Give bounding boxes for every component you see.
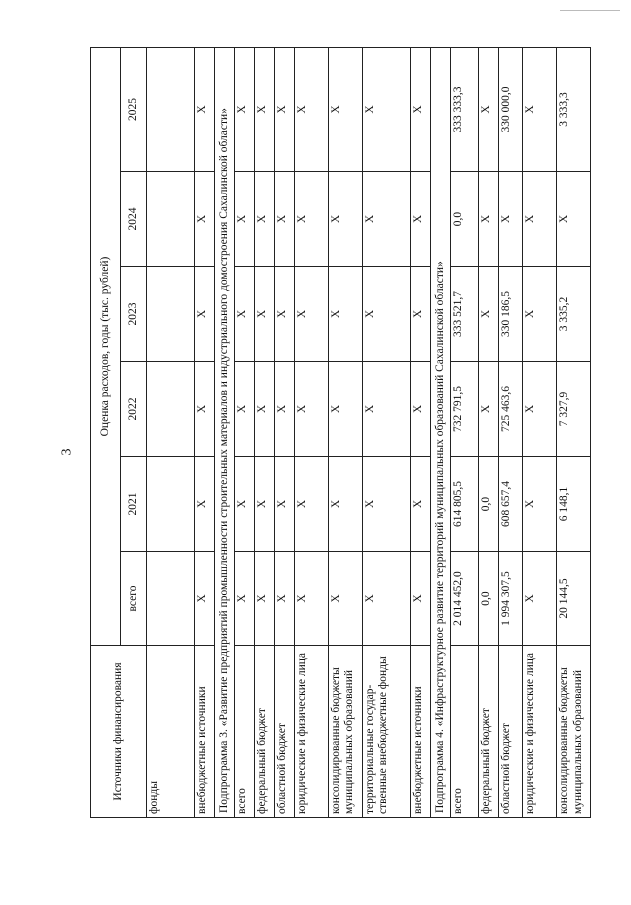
table-row [499, 47, 523, 817]
value-cell: X [523, 267, 557, 362]
value-cell: X [523, 172, 557, 267]
value-cell: 330 186,5 [499, 267, 523, 362]
table-row [557, 47, 591, 817]
source-label: консолидированные бюджеты муниципальных образований [329, 646, 363, 818]
value-cell: 1 994 307,5 [499, 552, 523, 646]
value-cell: X [235, 457, 255, 552]
finance-table [90, 47, 591, 818]
value-cell: 0,0 [451, 172, 479, 267]
value-cell: X [411, 172, 431, 267]
subprogram-title-row [431, 47, 451, 817]
value-cell: X [411, 457, 431, 552]
value-cell: X [235, 267, 255, 362]
value-cell [147, 172, 195, 267]
value-cell: X [295, 47, 329, 171]
value-cell: X [295, 172, 329, 267]
value-cell: X [255, 267, 275, 362]
value-cell: X [295, 457, 329, 552]
scan-mark [560, 10, 620, 11]
value-cell: X [557, 172, 591, 267]
value-cell: 0,0 [479, 457, 499, 552]
value-cell: X [479, 267, 499, 362]
value-cell: X [363, 457, 411, 552]
value-cell: X [275, 267, 295, 362]
value-cell: X [275, 552, 295, 646]
value-cell: 333 521,7 [451, 267, 479, 362]
value-cell: X [235, 172, 255, 267]
source-label: всего [235, 646, 255, 818]
table-row [275, 47, 295, 817]
source-label: областной бюджет [275, 646, 295, 818]
table-row [411, 47, 431, 817]
source-label: всего [451, 646, 479, 818]
value-cell: X [411, 552, 431, 646]
value-cell: X [295, 362, 329, 457]
source-label: юридические и физические лица [523, 646, 557, 818]
estimate-header: Оценка расходов, годы (тыс. рублей) [91, 47, 121, 645]
source-label: федеральный бюджет [479, 646, 499, 818]
value-cell: 3 335,2 [557, 267, 591, 362]
value-cell: X [195, 362, 215, 457]
table-row [195, 47, 215, 817]
value-cell: X [195, 552, 215, 646]
value-cell: 725 463,6 [499, 362, 523, 457]
year-header: 2022 [121, 362, 147, 457]
value-cell: X [235, 362, 255, 457]
value-cell: X [363, 552, 411, 646]
source-label: федеральный бюджет [255, 646, 275, 818]
value-cell: 330 000,0 [499, 47, 523, 171]
value-cell: X [255, 457, 275, 552]
year-header: 2021 [121, 457, 147, 552]
value-cell [147, 552, 195, 646]
value-cell: 333 333,3 [451, 47, 479, 171]
value-cell: X [275, 457, 295, 552]
table-row [451, 47, 479, 817]
rotated-table-area [90, 48, 602, 818]
value-cell: 608 657,4 [499, 457, 523, 552]
value-cell: 2 014 452,0 [451, 552, 479, 646]
value-cell: X [329, 457, 363, 552]
year-header: всего [121, 552, 147, 646]
year-header: 2024 [121, 172, 147, 267]
value-cell: X [329, 47, 363, 171]
value-cell: X [195, 47, 215, 171]
value-cell: X [479, 362, 499, 457]
source-label: областной бюджет [499, 646, 523, 818]
source-label: территориальные государ-ственные внебюджетные фонды [363, 646, 411, 818]
value-cell: X [411, 362, 431, 457]
value-cell: X [195, 267, 215, 362]
value-cell: X [295, 552, 329, 646]
value-cell: X [329, 552, 363, 646]
value-cell: X [363, 267, 411, 362]
value-cell: X [329, 172, 363, 267]
source-label: юридические и физические лица [295, 646, 329, 818]
value-cell: 6 148,1 [557, 457, 591, 552]
table-row [255, 47, 275, 817]
source-column-header: Источники финансирования [91, 646, 147, 818]
value-cell: X [275, 362, 295, 457]
table-row [363, 47, 411, 817]
value-cell: X [235, 47, 255, 171]
source-label: внебюджетные источники [195, 646, 215, 818]
subprogram-title: Подпрограмма 4. «Инфраструктурное развитие территорий муниципальных образований Сахалинской области» [431, 47, 451, 817]
year-header: 2023 [121, 267, 147, 362]
value-cell: X [363, 172, 411, 267]
value-cell: X [479, 172, 499, 267]
value-cell: X [235, 552, 255, 646]
source-label: консолидированные бюджеты муниципальных образований [557, 646, 591, 818]
value-cell: X [411, 47, 431, 171]
value-cell: X [255, 47, 275, 171]
value-cell: 7 327,9 [557, 362, 591, 457]
value-cell: X [523, 47, 557, 171]
source-label: фонды [147, 646, 195, 818]
value-cell [147, 47, 195, 171]
table-row [295, 47, 329, 817]
page-number: 3 [59, 448, 75, 456]
value-cell [147, 362, 195, 457]
value-cell: 20 144,5 [557, 552, 591, 646]
table-row [479, 47, 499, 817]
value-cell: X [275, 47, 295, 171]
value-cell: 0,0 [479, 552, 499, 646]
value-cell: X [523, 457, 557, 552]
value-cell: X [329, 267, 363, 362]
year-header: 2025 [121, 47, 147, 171]
value-cell: X [411, 267, 431, 362]
table-row [147, 47, 195, 817]
value-cell: X [295, 267, 329, 362]
value-cell: X [479, 47, 499, 171]
table-row [523, 47, 557, 817]
value-cell [147, 457, 195, 552]
subprogram-title-row [215, 47, 235, 817]
subprogram-title: Подпрограмма 3. «Развитие предприятий промышленности строительных материалов и индустриального домостроения Сахалинской области» [215, 47, 235, 817]
value-cell: 732 791,5 [451, 362, 479, 457]
value-cell: X [255, 552, 275, 646]
value-cell: X [499, 172, 523, 267]
value-cell: X [523, 552, 557, 646]
value-cell: X [195, 172, 215, 267]
value-cell: X [523, 362, 557, 457]
value-cell: X [275, 172, 295, 267]
value-cell: 3 333,3 [557, 47, 591, 171]
value-cell: X [195, 457, 215, 552]
value-cell: X [363, 362, 411, 457]
source-label: внебюджетные источники [411, 646, 431, 818]
value-cell: X [255, 172, 275, 267]
value-cell: X [255, 362, 275, 457]
value-cell: X [363, 47, 411, 171]
table-row [235, 47, 255, 817]
table-row [329, 47, 363, 817]
table-container [90, 48, 602, 818]
value-cell: 614 805,5 [451, 457, 479, 552]
value-cell [147, 267, 195, 362]
value-cell: X [329, 362, 363, 457]
